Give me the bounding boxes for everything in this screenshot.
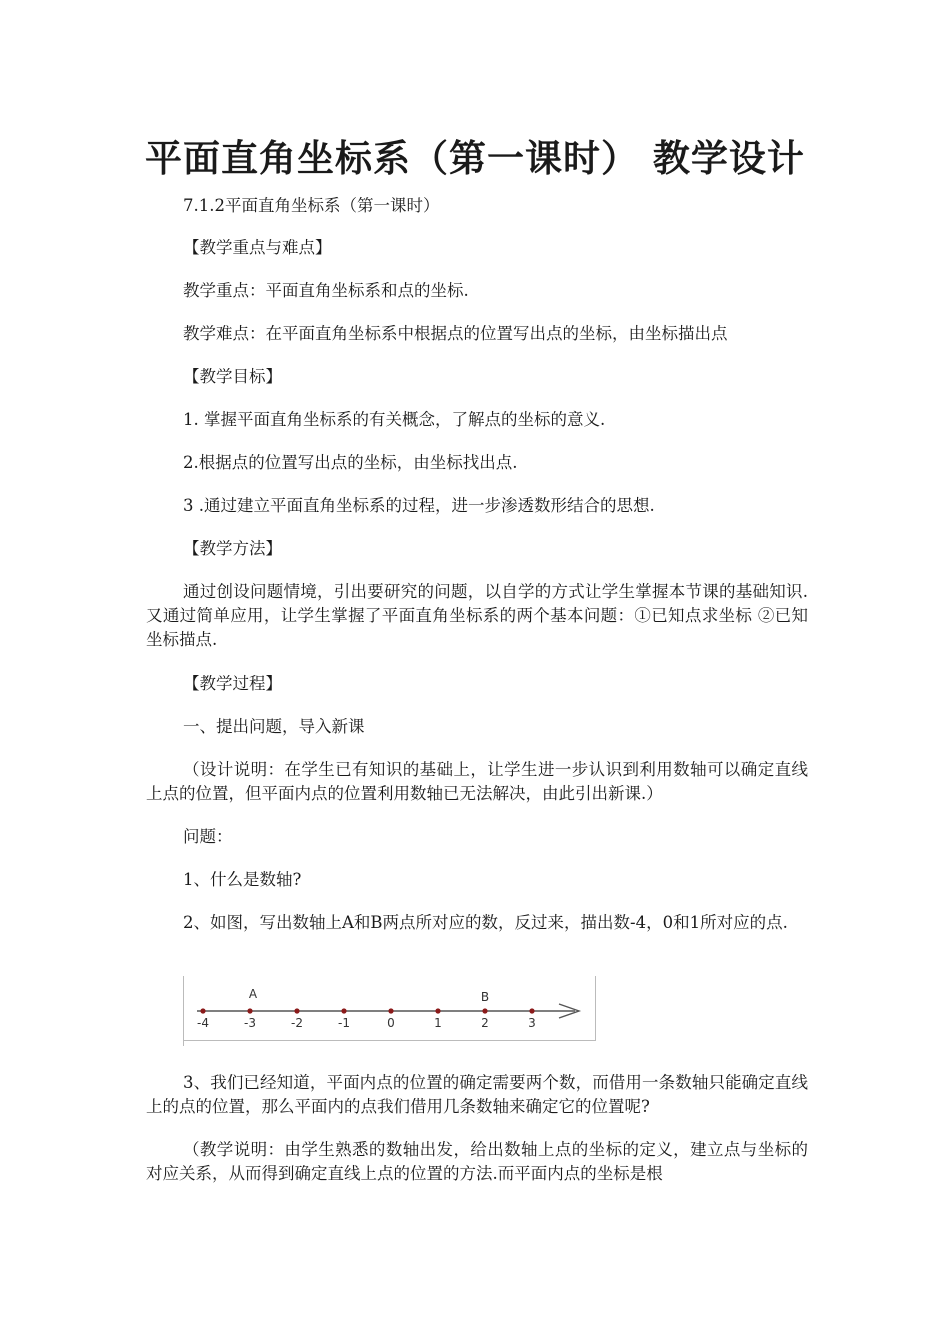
teaching-note: （教学说明：由学生熟悉的数轴出发，给出数轴上点的坐标的定义，建立点与坐标的对应关系，从而得到确定直线上点的位置的方法.而平面内点的坐标是根 <box>146 1140 808 1183</box>
design-note: （设计说明：在学生已有知识的基础上，让学生进一步认识到利用数轴可以确定直线上点的位置，但平面内点的位置利用数轴已无法解决，由此引出新课.） <box>146 760 808 803</box>
number-line-dot <box>482 1008 487 1013</box>
method-text: 通过创设问题情境，引出要研究的问题，以自学的方式让学生掌握本节课的基础知识.又通过简单应用，让学生掌握了平面直角坐标系的两个基本问题：①已知点求坐标 ②已知坐标描点. <box>146 582 808 649</box>
goal-item: 3 .通过建立平面直角坐标系的过程，进一步渗透数形结合的思想. <box>183 496 655 515</box>
document-title: 平面直角坐标系（第一课时） 教学设计 <box>145 137 805 180</box>
method-heading: 【教学方法】 <box>183 539 282 558</box>
number-line-dot <box>341 1008 346 1013</box>
number-line-tick-label: -2 <box>291 1016 303 1030</box>
point-b-label: B <box>480 990 490 1004</box>
difficulty-text: 教学难点：在平面直角坐标系中根据点的位置写出点的坐标，由坐标描出点 <box>183 324 728 343</box>
number-line-dot <box>388 1008 393 1013</box>
number-line-tick-label: -4 <box>197 1016 209 1030</box>
number-line-tick-label: -3 <box>244 1016 256 1030</box>
key-points-heading: 【教学重点与难点】 <box>183 238 332 257</box>
key-point-text: 教学重点：平面直角坐标系和点的坐标. <box>183 281 469 300</box>
number-line-svg <box>183 976 596 1046</box>
process-heading: 【教学过程】 <box>183 674 282 693</box>
number-line-dot <box>247 1008 252 1013</box>
question-3: 3、我们已经知道，平面内点的位置的确定需要两个数，而借用一条数轴只能确定直线上的点的位置，那么平面内的点我们借用几条数轴来确定它的位置呢? <box>146 1073 808 1116</box>
number-line-tick-label: 2 <box>481 1016 489 1030</box>
number-line-dot <box>200 1008 205 1013</box>
question-1: 1、什么是数轴? <box>183 870 302 889</box>
questions-label: 问题： <box>183 827 233 846</box>
number-line-tick-label: -1 <box>338 1016 350 1030</box>
goal-item: 1. 掌握平面直角坐标系的有关概念，了解点的坐标的意义. <box>183 410 606 429</box>
goals-heading: 【教学目标】 <box>183 367 282 386</box>
number-line-tick-label: 1 <box>434 1016 442 1030</box>
number-line-tick-label: 3 <box>528 1016 536 1030</box>
number-line-tick-label: 0 <box>387 1016 395 1030</box>
question-2: 2、如图，写出数轴上A和B两点所对应的数，反过来，描出数-4，0和1所对应的点. <box>183 913 788 932</box>
number-line-dot <box>529 1008 534 1013</box>
point-a-label: A <box>248 987 258 1001</box>
subtitle: 7.1.2平面直角坐标系（第一课时） <box>183 196 440 215</box>
step1-heading: 一、提出问题，导入新课 <box>183 717 365 736</box>
number-line-dot <box>435 1008 440 1013</box>
number-line-dot <box>294 1008 299 1013</box>
number-line-figure <box>183 976 596 1046</box>
goal-item: 2.根据点的位置写出点的坐标，由坐标找出点. <box>183 453 518 472</box>
